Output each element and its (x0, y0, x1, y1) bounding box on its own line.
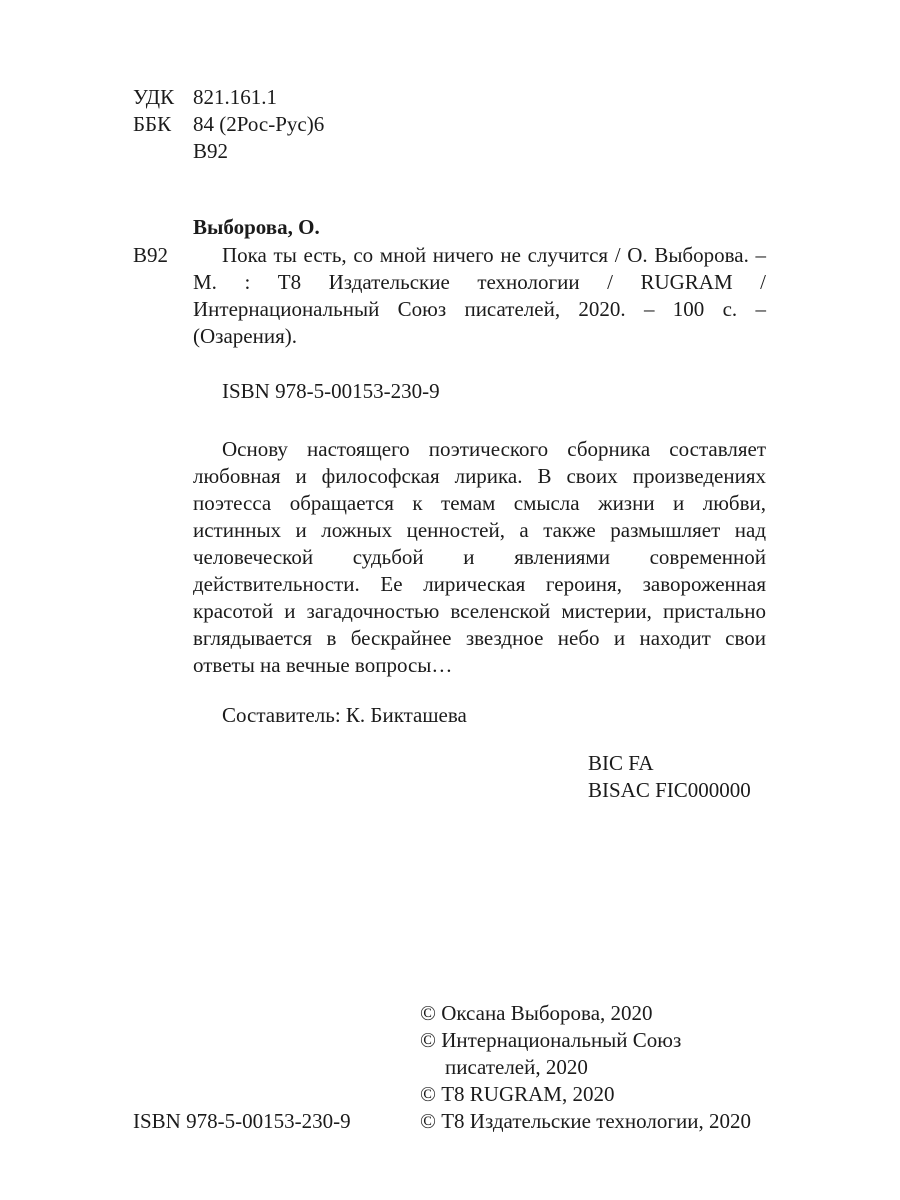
udk-label: УДК (133, 85, 175, 109)
bisac-code: BISAC FIC000000 (588, 778, 751, 802)
copyright-line: © Т8 RUGRAM, 2020 (420, 1082, 615, 1106)
author-sign-value: В92 (193, 139, 229, 163)
copyright-line: © Т8 Издательские технологии, 2020 (420, 1109, 751, 1133)
author-sign-row (133, 138, 324, 165)
udk-value: 821.161.1 (193, 85, 277, 109)
copyright-line: © Интернациональный Союз писателей, 2020 (420, 1028, 682, 1079)
biblio-description: Пока ты есть, со мной ничего не случится / О. Выборова. – М. : Т8 Издательские технологии / RUGRAM / Интернациональный Союз писателей, 2020. – 100 с. – (Озарения). (193, 243, 766, 348)
bbk-row (133, 111, 324, 138)
author-heading: Выборова, О. (193, 215, 320, 239)
isbn-top: ISBN 978-5-00153-230-9 (222, 379, 440, 403)
biblio-code: В92 (133, 243, 169, 267)
bibliographic-entry (133, 242, 766, 350)
catalog-codes-block (133, 84, 324, 165)
classification-block (588, 750, 751, 804)
udk-row (133, 84, 324, 111)
annotation-text: Основу настоящего поэтического сборника составляет любовная и философская лирика. В своих произведениях поэтесса обращается к темам смысла жизни и любви, истинных и ложных ценностей, а также размышляет над человеческой судьбой и явлениями современной действительности. Ее лирическая героиня, завороженная красотой и загадочностью вселенской мистерии, пристально вглядывается в бескрайнее звездное небо и находит свои ответы на вечные вопросы… (193, 437, 766, 677)
bbk-value: 84 (2Рос-Рус)6 (193, 112, 325, 136)
copyright-line: © Оксана Выборова, 2020 (420, 1001, 653, 1025)
isbn-bottom: ISBN 978-5-00153-230-9 (133, 1109, 351, 1133)
compiler-line: Составитель: К. Бикташева (222, 703, 467, 727)
bbk-label: ББК (133, 112, 172, 136)
copyright-block (420, 1000, 776, 1135)
bic-code: BIC FA (588, 751, 654, 775)
